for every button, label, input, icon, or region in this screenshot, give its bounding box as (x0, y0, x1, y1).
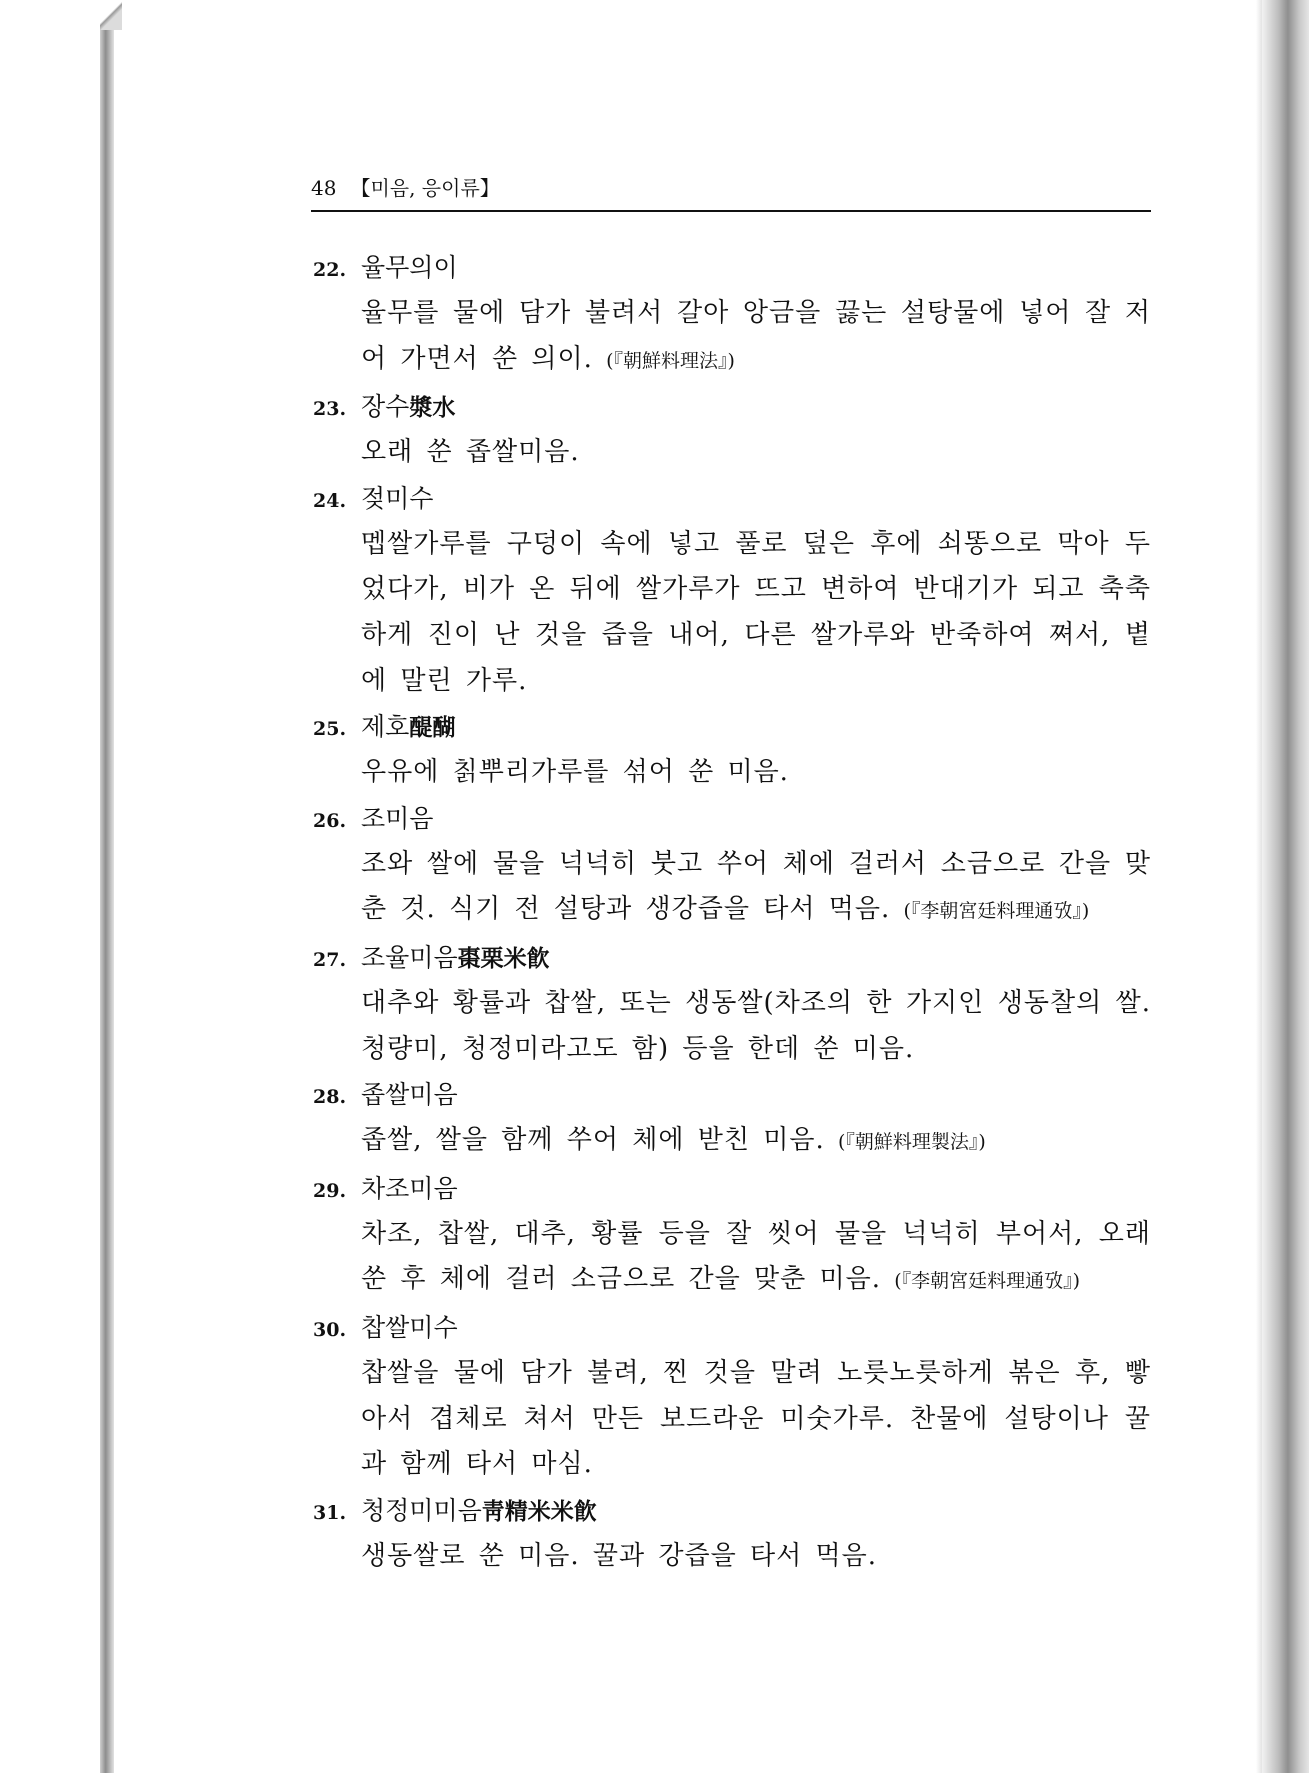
entry-text: 좁쌀, 쌀을 함께 쑤어 체에 받친 미음. (361, 1125, 825, 1156)
entry-name: 젖미수 (361, 483, 434, 513)
entry-hanja: 靑精米米飮 (481, 1497, 597, 1525)
entry-number: 24. (313, 489, 347, 512)
entry-description (361, 1212, 1151, 1305)
page-corner-fold (100, 0, 122, 30)
entry-name: 제호 (361, 712, 410, 742)
entry-description (361, 522, 1151, 704)
entry-text: 차조, 찹쌀, 대추, 황률 등을 잘 씻어 물을 넉넉히 부어서, 오래 쑨 후 체에 걸러 소금으로 간을 맞춘 미음. (361, 1218, 1151, 1295)
entry-number: 31. (313, 1501, 347, 1524)
entry-title (313, 1488, 1151, 1534)
entry-description (361, 1118, 1151, 1166)
entry-31 (313, 1488, 1151, 1580)
entry-source: (『李朝宮廷料理通攷』) (894, 1270, 1081, 1293)
entry-27 (313, 935, 1151, 1072)
entry-name: 조율미음 (361, 942, 458, 972)
entry-text: 대추와 황률과 찹쌀, 또는 생동쌀(차조의 한 가지인 생동찰의 쌀. 청량미, 청정미라고도 함) 등을 한데 쑨 미음. (361, 987, 1151, 1064)
entry-name: 청정미미음 (361, 1495, 482, 1525)
entry-24 (313, 476, 1151, 704)
entry-number: 26. (313, 809, 347, 832)
entry-text: 우유에 칡뿌리가루를 섞어 쑨 미음. (361, 757, 789, 788)
entry-title (313, 935, 1151, 981)
entry-text: 멥쌀가루를 구덩이 속에 넣고 풀로 덮은 후에 쇠똥으로 막아 두었다가, 비가 온 뒤에 쌀가루가 뜨고 변하여 반대기가 되고 축축하게 진이 난 것을 즙을 내어, 다른 쌀가루와 반죽하여 쪄서, 볕에 말린 가루. (361, 528, 1151, 696)
entry-number: 27. (313, 948, 347, 971)
entry-hanja: 棗栗米飮 (457, 944, 550, 972)
entry-text: 생동쌀로 쑨 미음. 꿀과 강즙을 타서 먹음. (361, 1540, 877, 1571)
entry-source: (『李朝宮廷料理通攷』) (903, 900, 1090, 923)
entry-source: (『朝鮮料理製法』) (838, 1131, 986, 1154)
running-header (311, 172, 1151, 212)
entry-number: 30. (313, 1318, 347, 1341)
entry-number: 28. (313, 1086, 347, 1109)
entry-22 (313, 245, 1151, 384)
entry-description (361, 1351, 1151, 1488)
entry-title (313, 704, 1151, 750)
entry-name: 찹쌀미수 (361, 1312, 458, 1342)
entry-28 (313, 1072, 1151, 1166)
entry-title (313, 476, 1151, 522)
entry-name: 조미음 (361, 803, 434, 833)
entry-hanja: 醍醐 (409, 714, 456, 742)
entry-25 (313, 704, 1151, 796)
entry-title (313, 1166, 1151, 1212)
entry-text: 율무를 물에 담가 불려서 갈아 앙금을 끓는 설탕물에 넣어 잘 저어 가면서 쑨 의이. (361, 298, 1151, 374)
entry-29 (313, 1166, 1151, 1305)
entry-number: 25. (313, 718, 347, 741)
entry-26 (313, 796, 1151, 935)
entry-description (361, 750, 1151, 796)
entry-description (361, 842, 1151, 935)
page-left-edge (100, 0, 114, 1773)
page-right-edge (1262, 0, 1309, 1773)
entry-description (361, 981, 1151, 1072)
entry-name: 차조미음 (361, 1173, 458, 1203)
entry-title (313, 796, 1151, 842)
page-number: 48 (311, 176, 337, 200)
entry-list (313, 245, 1151, 1579)
entry-description (361, 291, 1151, 384)
entry-description (361, 1534, 1151, 1580)
entry-title (313, 1305, 1151, 1351)
entry-text: 오래 쑨 좁쌀미음. (361, 437, 580, 468)
header-rule (311, 210, 1151, 212)
entry-title (313, 1072, 1151, 1118)
entry-title (313, 245, 1151, 291)
entry-hanja: 漿水 (409, 394, 456, 422)
entry-number: 22. (313, 259, 347, 281)
entry-text: 조와 쌀에 물을 넉넉히 붓고 쑤어 체에 걸러서 소금으로 간을 맞춘 것. 식기 전 설탕과 생강즙을 타서 먹음. (361, 848, 1151, 925)
entry-description (361, 430, 1151, 476)
entry-name: 좁쌀미음 (361, 1080, 458, 1110)
entry-23 (313, 384, 1151, 476)
entry-30 (313, 1305, 1151, 1488)
section-title: 【미음, 응이류】 (350, 176, 500, 200)
entry-number: 29. (313, 1179, 347, 1202)
entry-text: 찹쌀을 물에 담가 불려, 찐 것을 말려 노릇노릇하게 볶은 후, 빻아서 겹체로 쳐서 만든 보드라운 미숫가루. 찬물에 설탕이나 꿀과 함께 타서 마심. (361, 1357, 1151, 1480)
entry-source: (『朝鮮料理法』) (606, 349, 735, 372)
entry-number: 23. (313, 398, 347, 421)
entry-title (313, 384, 1151, 430)
entry-name: 율무의이 (361, 253, 458, 282)
entry-name: 장수 (361, 392, 410, 422)
